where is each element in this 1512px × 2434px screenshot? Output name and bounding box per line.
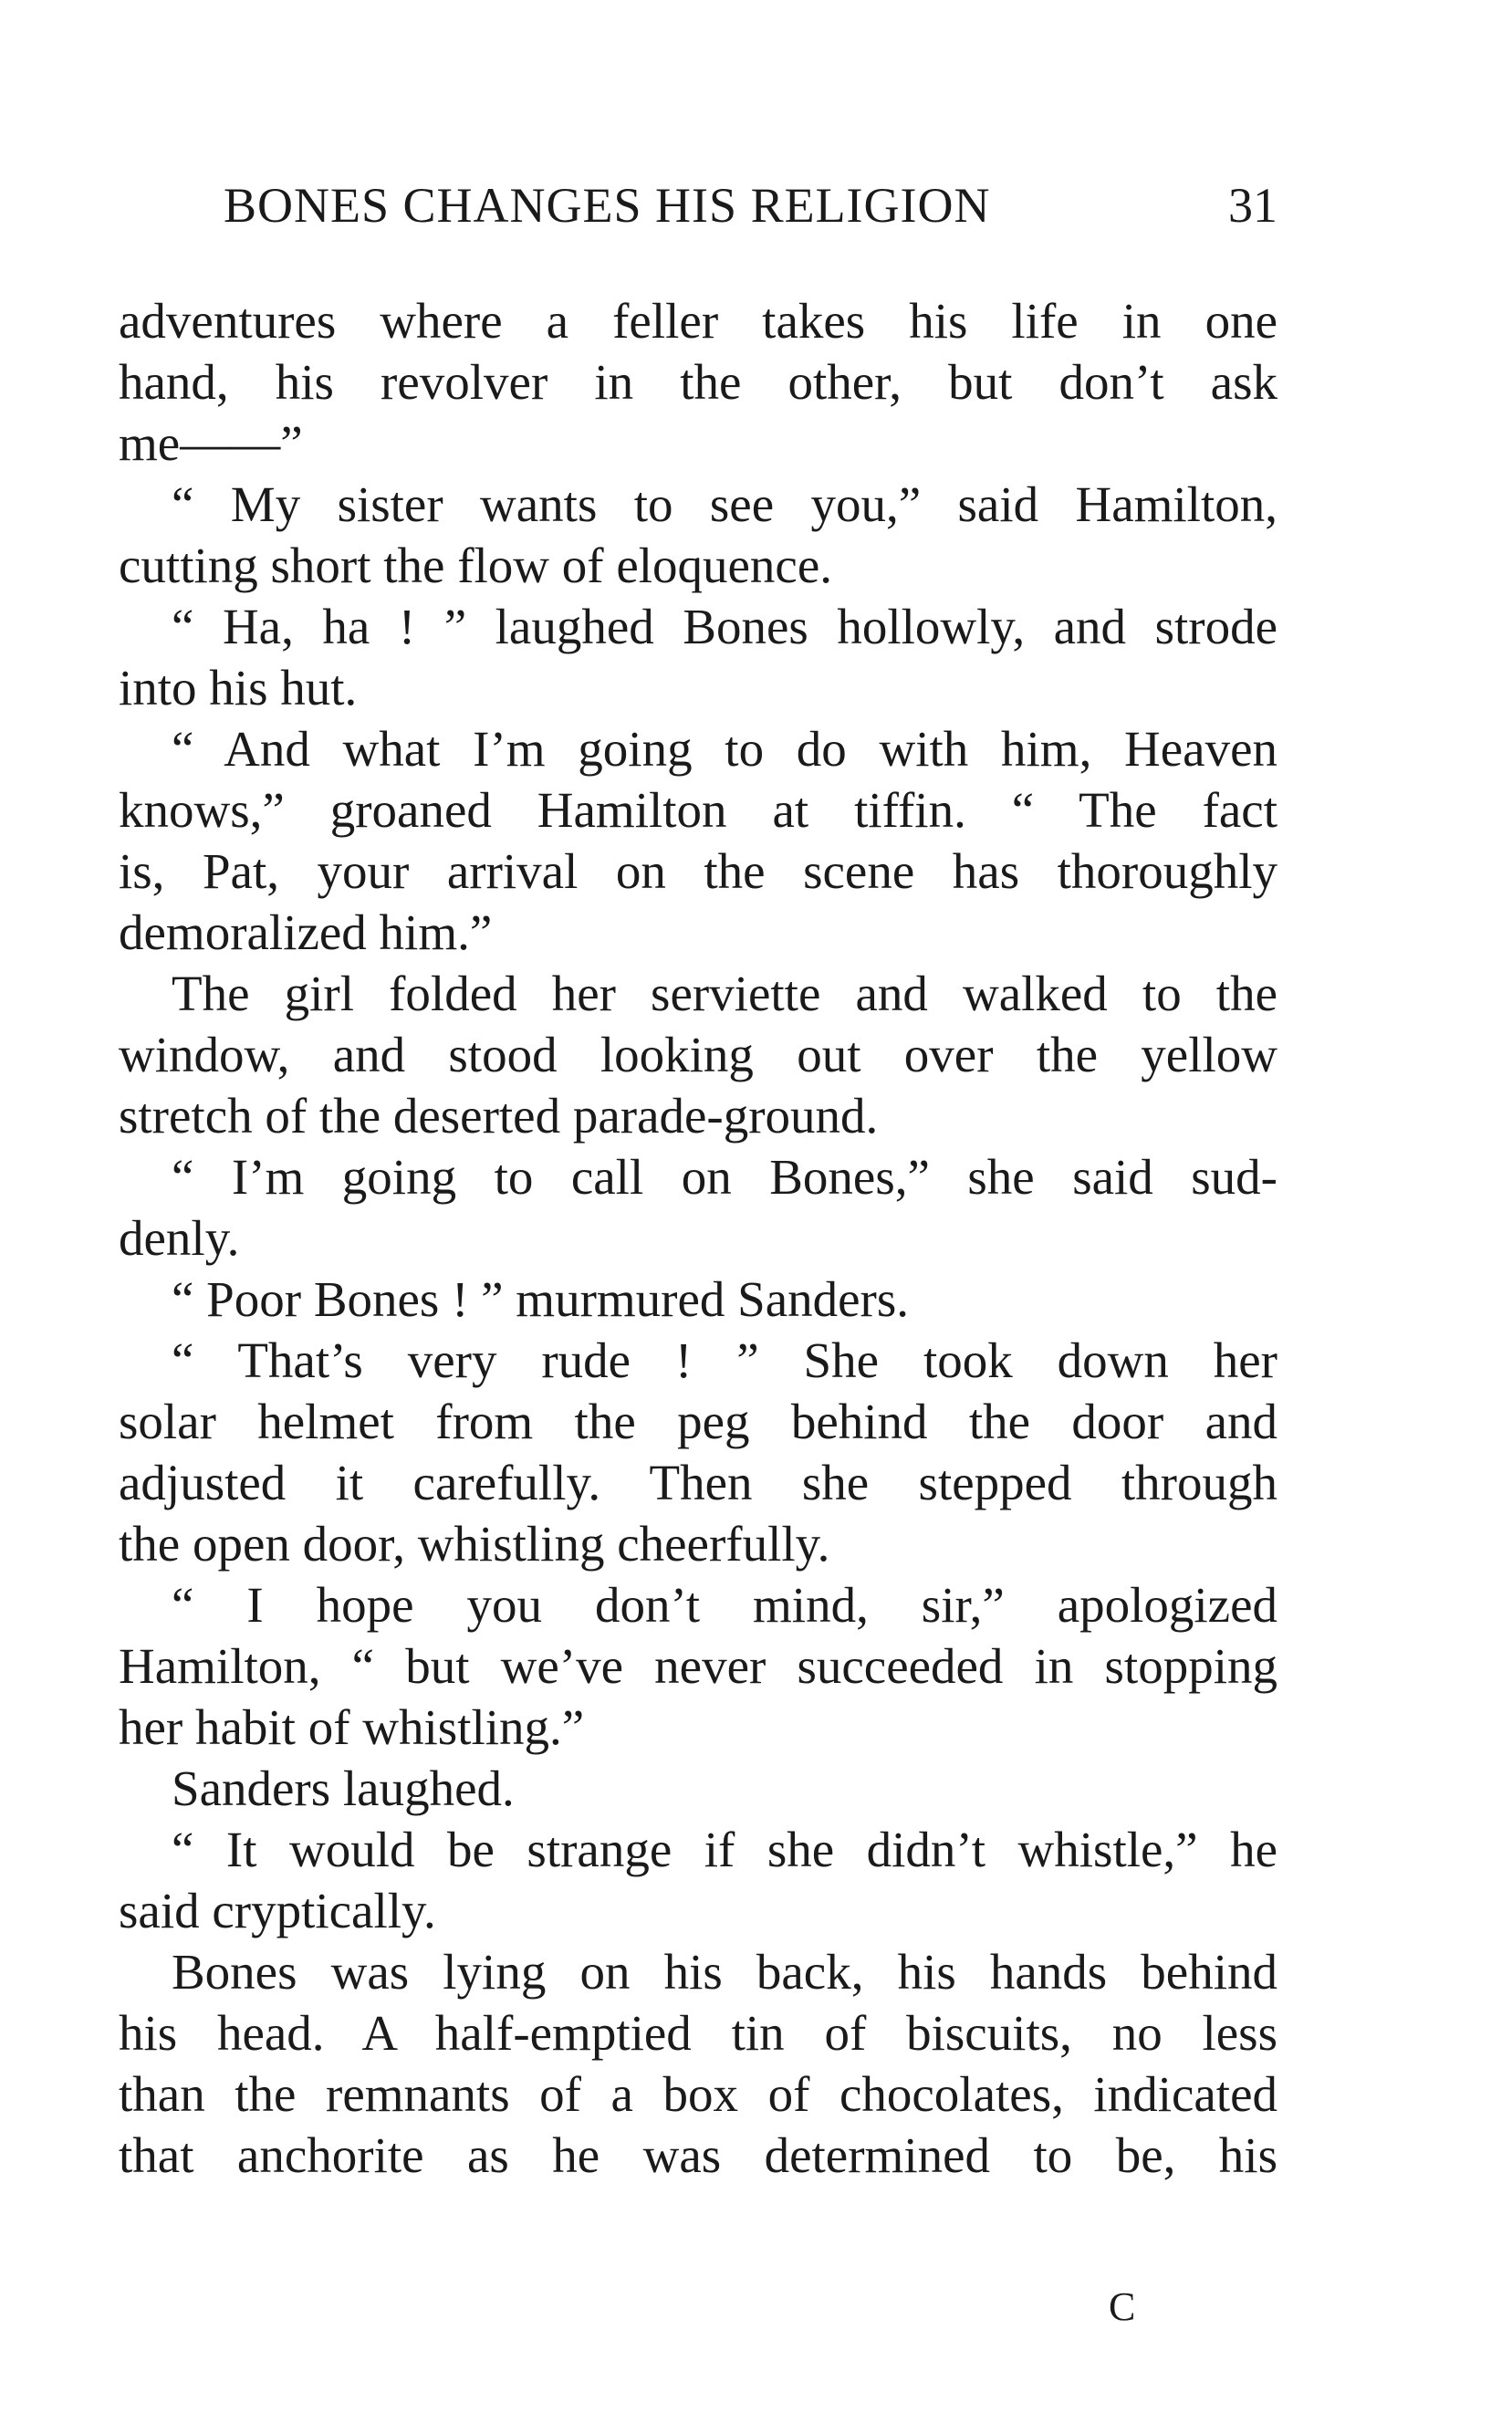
text-line: Hamilton, “ but we’ve never succeeded in stopping — [119, 1638, 1277, 1694]
text-line: hand, his revolver in the other, but don’t ask — [119, 354, 1277, 410]
text-line: denly. — [119, 1210, 240, 1266]
text-line: her habit of whistling.” — [119, 1699, 585, 1755]
text-line: adjusted it carefully. Then she stepped through — [119, 1455, 1277, 1510]
body-text — [119, 290, 1277, 2186]
text-line: adventures where a feller takes his life in one — [119, 293, 1277, 349]
text-line: into his hut. — [119, 660, 358, 716]
text-line: me——” — [119, 415, 303, 471]
text-line: said cryptically. — [119, 1883, 436, 1938]
text-line: cutting short the flow of eloquence. — [119, 538, 833, 593]
text-line: “ Ha, ha ! ” laughed Bones hollowly, and strode — [172, 599, 1277, 654]
text-line: than the remnants of a box of chocolates, indicated — [119, 2066, 1277, 2122]
text-line: Sanders laughed. — [172, 1760, 515, 1816]
running-head — [119, 173, 1277, 237]
page-number: 31 — [1228, 178, 1277, 233]
text-line: The girl folded her serviette and walked to the — [172, 966, 1277, 1021]
text-line: that anchorite as he was determined to be, his — [119, 2127, 1277, 2183]
text-line: “ I’m going to call on Bones,” she said sud- — [172, 1149, 1277, 1205]
text-line: “ Poor Bones ! ” murmured Sanders. — [172, 1271, 910, 1327]
text-line: “ I hope you don’t mind, sir,” apologized — [172, 1577, 1277, 1633]
text-line: is, Pat, your arrival on the scene has thoroughly — [119, 843, 1277, 899]
text-line: demoralized him.” — [119, 904, 493, 960]
text-line: “ That’s very rude ! ” She took down her — [172, 1332, 1277, 1388]
text-line: “ It would be strange if she didn’t whistle,” he — [172, 1822, 1277, 1877]
running-title: BONES CHANGES HIS RELIGION — [224, 178, 991, 233]
text-line: window, and stood looking out over the yellow — [119, 1027, 1277, 1082]
text-line: solar helmet from the peg behind the door and — [119, 1394, 1277, 1449]
text-line: Bones was lying on his back, his hands behind — [172, 1944, 1277, 2000]
text-line: the open door, whistling cheerfully. — [119, 1516, 830, 1572]
text-line: stretch of the deserted parade-ground. — [119, 1088, 879, 1144]
text-line: his head. A half-emptied tin of biscuits, no less — [119, 2005, 1277, 2061]
text-line: “ My sister wants to see you,” said Hamilton, — [172, 476, 1277, 532]
text-line: knows,” groaned Hamilton at tiffin. “ The fact — [119, 782, 1277, 838]
text-line: “ And what I’m going to do with him, Heaven — [172, 721, 1277, 777]
signature-mark: C — [1109, 2284, 1136, 2329]
